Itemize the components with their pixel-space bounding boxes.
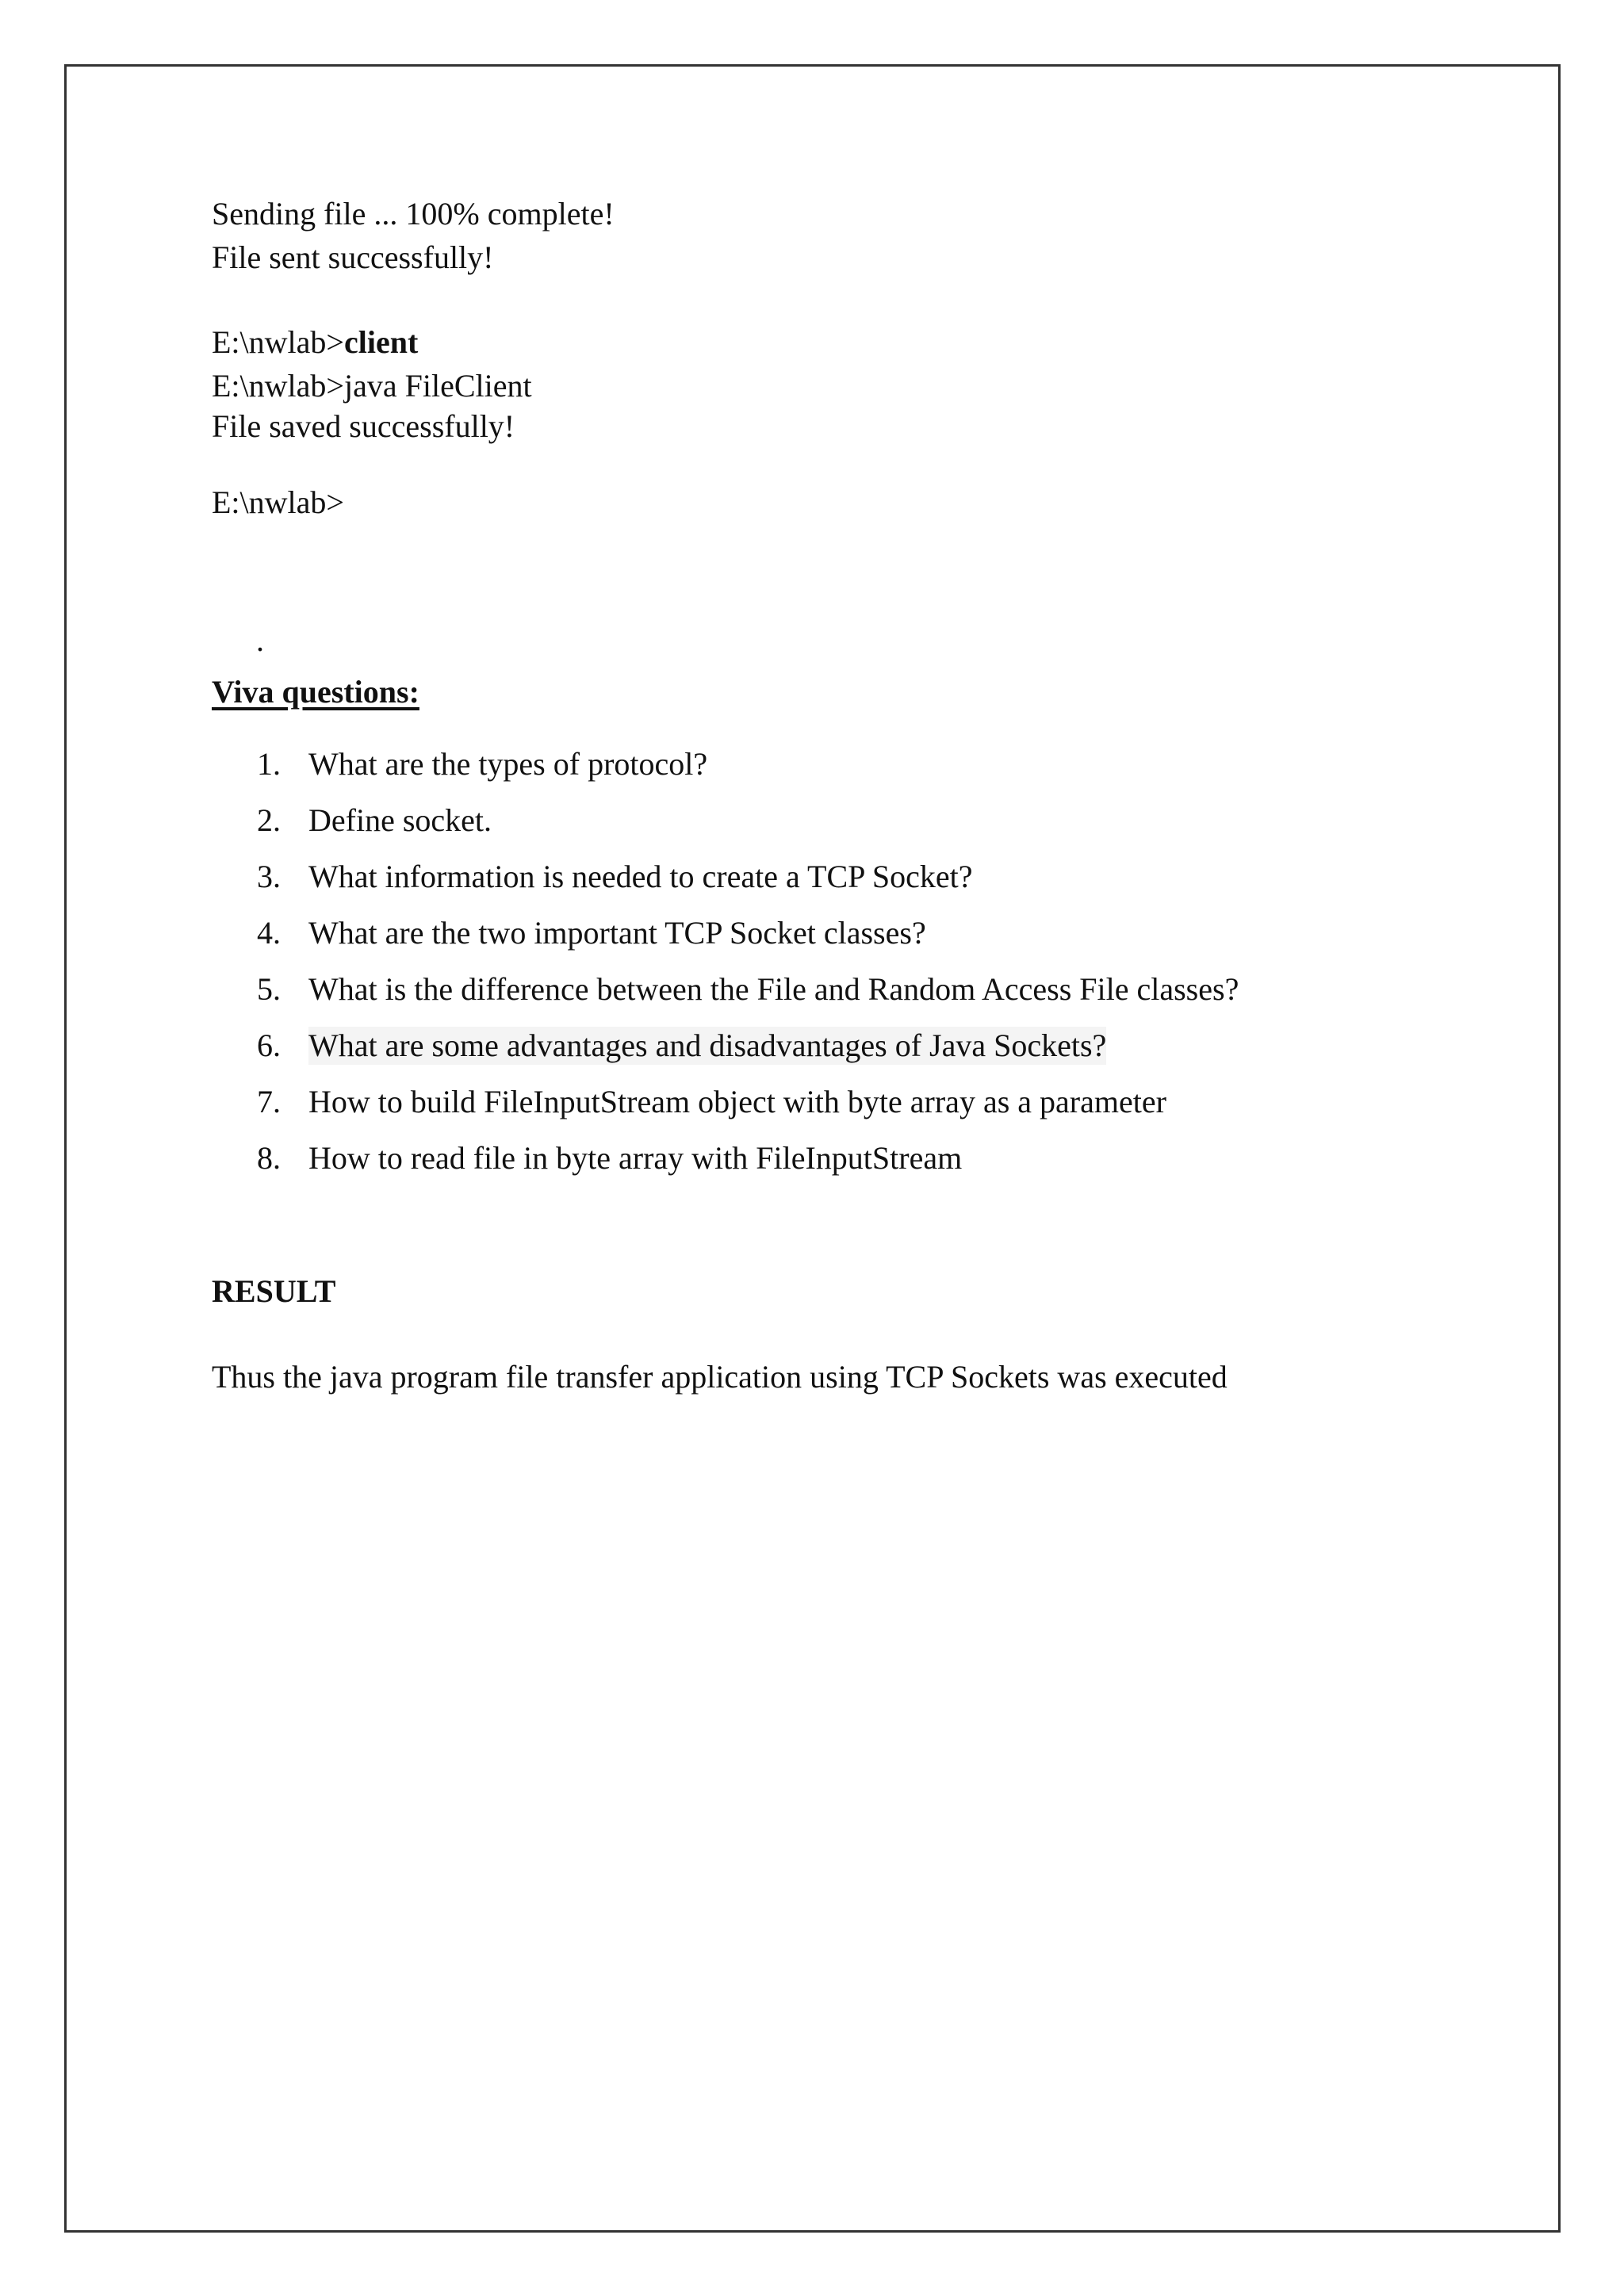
question-number: 4.	[257, 915, 281, 951]
question-text: What are some advantages and disadvantages of Java Sockets?	[308, 1027, 1107, 1063]
question-number: 8.	[257, 1140, 281, 1176]
prompt-command: client	[343, 324, 419, 360]
output-line-prompt: E:\nwlab>	[212, 484, 344, 520]
viva-heading: Viva questions:	[212, 674, 419, 710]
question-text: How to build FileInputStream object with byte array as a parameter	[308, 1084, 1166, 1119]
question-text: How to read file in byte array with FileInputStream	[308, 1140, 963, 1176]
question-number: 3.	[257, 859, 281, 894]
output-line-sent: File sent successfully!	[212, 239, 494, 275]
output-line-saved: File saved successfully!	[212, 408, 515, 444]
prompt-path: E:\nwlab>	[212, 324, 344, 360]
question-text: What are the two important TCP Socket classes?	[308, 915, 926, 951]
question-number: 5.	[257, 971, 281, 1007]
question-text: What are the types of protocol?	[308, 746, 708, 782]
result-heading: RESULT	[212, 1273, 336, 1309]
question-number: 1.	[257, 746, 281, 782]
result-text: Thus the java program file transfer application using TCP Sockets was executed	[212, 1359, 1228, 1395]
question-text: What information is needed to create a TCP Socket?	[308, 859, 973, 894]
question-text: Define socket.	[308, 802, 492, 838]
output-line-java-fileclient: E:\nwlab>java FileClient	[212, 368, 532, 404]
stray-dot: .	[256, 622, 264, 658]
question-number: 2.	[257, 802, 281, 838]
output-line-prompt-client	[212, 323, 418, 362]
question-text: What is the difference between the File and Random Access File classes?	[308, 971, 1239, 1007]
question-number: 6.	[257, 1027, 281, 1063]
question-number: 7.	[257, 1084, 281, 1119]
output-line-sending: Sending file ... 100% complete!	[212, 196, 615, 232]
